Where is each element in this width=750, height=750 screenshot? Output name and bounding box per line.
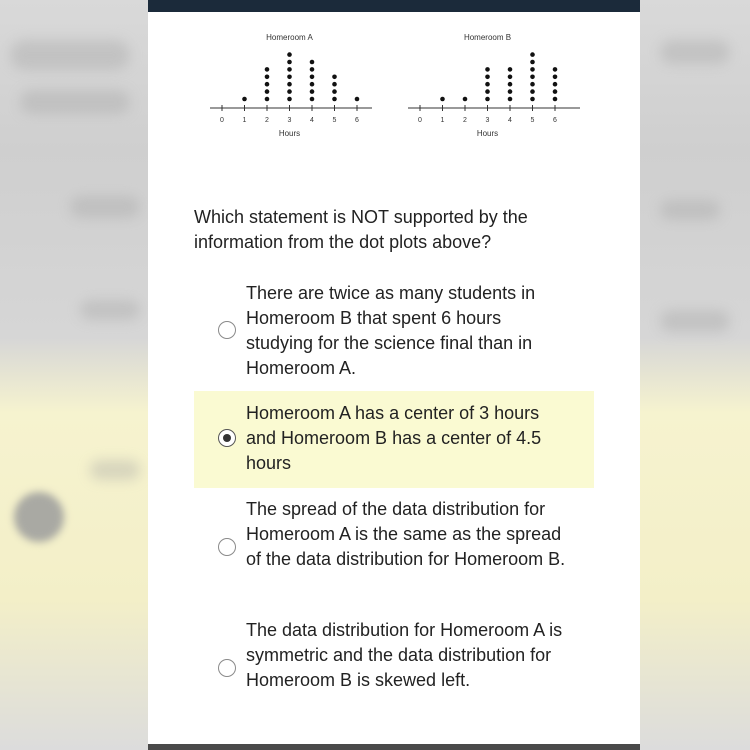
radio-button[interactable] <box>218 659 236 677</box>
data-dot <box>530 60 535 65</box>
data-dot <box>310 60 315 65</box>
data-dot <box>265 67 270 72</box>
data-dot <box>332 75 337 80</box>
blurred-radio-shape <box>14 492 64 542</box>
dot-plot-homeroom-b <box>404 30 584 142</box>
top-bar <box>148 0 640 12</box>
data-dot <box>332 89 337 94</box>
data-dot <box>287 82 292 87</box>
x-tick-label: 4 <box>508 117 512 124</box>
x-tick-label: 6 <box>553 117 557 124</box>
blurred-text-shape <box>660 40 730 64</box>
data-dot <box>355 97 360 102</box>
data-dot <box>508 97 513 102</box>
data-dot <box>287 60 292 65</box>
data-dot <box>530 52 535 57</box>
question-panel <box>148 0 640 750</box>
data-dot <box>485 82 490 87</box>
data-dot <box>530 75 535 80</box>
data-dot <box>530 97 535 102</box>
data-dot <box>287 97 292 102</box>
data-dot <box>265 97 270 102</box>
x-tick-label: 1 <box>242 117 247 124</box>
data-dot <box>485 89 490 94</box>
option-label: Homeroom A has a center of 3 hours and Homeroom B has a center of 4.5 hours <box>246 403 542 473</box>
data-dot <box>485 97 490 102</box>
data-dot <box>553 67 558 72</box>
data-dot <box>508 75 513 80</box>
x-tick-label: 2 <box>265 117 269 124</box>
blurred-text-shape <box>70 196 140 218</box>
dot-plot-homeroom-a <box>206 30 376 142</box>
data-dot <box>265 75 270 80</box>
answer-option-1[interactable] <box>194 281 594 381</box>
data-dot <box>310 82 315 87</box>
plot-title: Homeroom B <box>463 33 512 42</box>
data-dot <box>530 82 535 87</box>
radio-button[interactable] <box>218 538 236 556</box>
answer-option-2[interactable] <box>194 401 594 476</box>
x-tick-label: 1 <box>440 117 445 124</box>
x-axis-title: Hours <box>278 129 301 138</box>
data-dot <box>553 82 558 87</box>
x-tick-label: 0 <box>220 117 224 124</box>
data-dot <box>440 97 445 102</box>
data-dot <box>553 97 558 102</box>
x-tick-label: 4 <box>310 117 314 124</box>
x-tick-label: 3 <box>485 117 490 124</box>
data-dot <box>310 97 315 102</box>
answer-option-3[interactable] <box>194 497 594 597</box>
data-dot <box>287 75 292 80</box>
data-dot <box>485 75 490 80</box>
data-dot <box>485 67 490 72</box>
data-dot <box>463 97 468 102</box>
blurred-text-shape <box>20 90 130 114</box>
blurred-text-shape <box>660 200 720 220</box>
x-tick-label: 5 <box>530 117 535 124</box>
question-text: Which statement is NOT supported by the information from the dot plots above? <box>194 207 528 252</box>
radio-button-selected[interactable] <box>218 429 236 447</box>
blurred-text-shape <box>90 460 140 480</box>
data-dot <box>242 97 247 102</box>
data-dot <box>310 67 315 72</box>
data-dot <box>530 67 535 72</box>
data-dot <box>265 89 270 94</box>
data-dot <box>508 67 513 72</box>
option-label: There are twice as many students in Homeroom B that spent 6 hours studying for the science final than in Homeroom A. <box>246 283 536 378</box>
data-dot <box>265 82 270 87</box>
data-dot <box>530 89 535 94</box>
option-label: The spread of the data distribution for Homeroom A is the same as the spread of the data distribution for Homeroom B. <box>246 499 566 569</box>
data-dot <box>332 97 337 102</box>
data-dot <box>508 89 513 94</box>
x-axis-title: Hours <box>476 129 499 138</box>
data-dot <box>508 82 513 87</box>
option-label: The data distribution for Homeroom A is symmetric and the data distribution for Homeroom B is skewed left. <box>246 620 563 690</box>
bottom-bar <box>148 744 640 750</box>
data-dot <box>310 89 315 94</box>
blurred-text-shape <box>80 300 140 320</box>
x-tick-label: 2 <box>463 117 467 124</box>
x-tick-label: 0 <box>418 117 422 124</box>
x-tick-label: 6 <box>355 117 359 124</box>
plot-title: Homeroom A <box>266 33 313 42</box>
data-dot <box>553 89 558 94</box>
data-dot <box>310 75 315 80</box>
blurred-text-shape <box>660 310 730 332</box>
data-dot <box>287 52 292 57</box>
radio-button[interactable] <box>218 321 236 339</box>
data-dot <box>332 82 337 87</box>
data-dot <box>287 89 292 94</box>
data-dot <box>553 75 558 80</box>
x-tick-label: 3 <box>287 117 292 124</box>
answer-option-4[interactable] <box>194 618 594 718</box>
blurred-right-margin <box>640 0 750 750</box>
x-tick-label: 5 <box>332 117 337 124</box>
blurred-text-shape <box>10 40 130 70</box>
data-dot <box>287 67 292 72</box>
